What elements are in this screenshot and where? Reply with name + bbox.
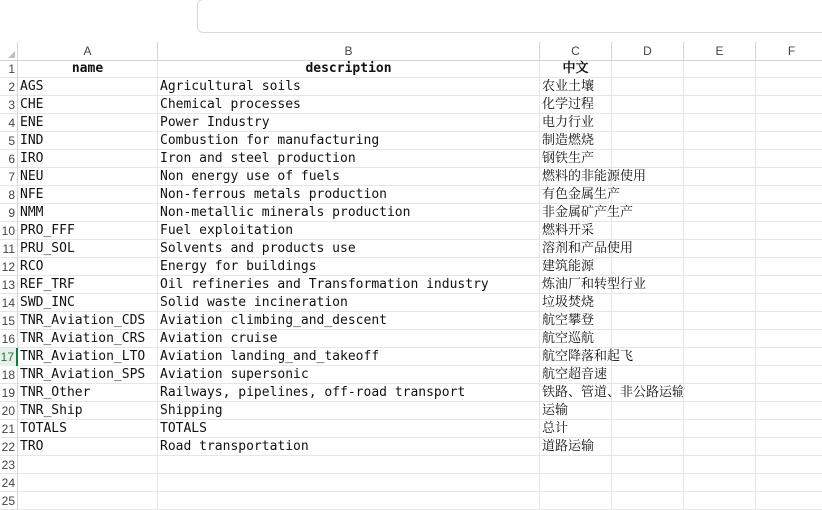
cell[interactable] <box>684 366 756 384</box>
cell[interactable] <box>684 204 756 222</box>
table-row[interactable] <box>0 240 822 258</box>
cell-chinese[interactable]: 铁路、管道、非公路运输 <box>542 385 686 400</box>
cell-code[interactable]: TNR_Aviation_LTO <box>18 348 158 366</box>
column-header-a[interactable]: A <box>18 42 158 60</box>
cell-description[interactable]: Power Industry <box>158 114 540 132</box>
cell-description[interactable]: Agricultural soils <box>158 78 540 96</box>
row-header[interactable]: 19 <box>0 384 18 402</box>
column-header-b[interactable]: B <box>158 42 540 60</box>
row-header[interactable]: 6 <box>0 150 18 168</box>
row-header[interactable]: 14 <box>0 294 18 312</box>
cell[interactable] <box>612 240 684 258</box>
cell-code[interactable]: ENE <box>18 114 158 132</box>
cell[interactable] <box>756 186 822 204</box>
cell[interactable] <box>612 402 684 420</box>
row-header[interactable]: 9 <box>0 204 18 222</box>
cell-description[interactable]: Non energy use of fuels <box>158 168 540 186</box>
cell[interactable] <box>684 456 756 474</box>
cell-code[interactable]: NFE <box>18 186 158 204</box>
cell-description[interactable]: Iron and steel production <box>158 150 540 168</box>
cell[interactable] <box>756 330 822 348</box>
cell[interactable] <box>18 474 158 492</box>
cell[interactable] <box>612 366 684 384</box>
row-header[interactable]: 12 <box>0 258 18 276</box>
table-row[interactable] <box>0 330 822 348</box>
cell[interactable] <box>756 456 822 474</box>
table-row[interactable] <box>0 114 822 132</box>
cell[interactable] <box>756 258 822 276</box>
row-header[interactable]: 18 <box>0 366 18 384</box>
table-row[interactable] <box>0 474 822 492</box>
row-header[interactable]: 7 <box>0 168 18 186</box>
table-row[interactable] <box>0 132 822 150</box>
cell[interactable] <box>756 60 822 78</box>
cell[interactable] <box>756 240 822 258</box>
cell[interactable] <box>612 78 684 96</box>
table-row[interactable] <box>0 348 822 366</box>
cell-chinese[interactable]: 钢铁生产 <box>540 150 612 168</box>
cell[interactable] <box>684 348 756 366</box>
cell-code[interactable]: NEU <box>18 168 158 186</box>
cell-chinese[interactable]: 非金属矿产生产 <box>542 205 634 220</box>
cell[interactable] <box>756 204 822 222</box>
cell-code[interactable]: PRU_SOL <box>18 240 158 258</box>
cell[interactable] <box>684 60 756 78</box>
row-header[interactable]: 22 <box>0 438 18 456</box>
cell[interactable] <box>684 114 756 132</box>
cell[interactable] <box>684 150 756 168</box>
table-row[interactable] <box>0 276 822 294</box>
cell-chinese[interactable]: 总计 <box>540 420 612 438</box>
table-row[interactable] <box>0 168 822 186</box>
cell[interactable] <box>756 276 822 294</box>
cell[interactable] <box>612 420 684 438</box>
select-all-corner[interactable] <box>0 42 18 60</box>
cell[interactable] <box>684 168 756 186</box>
cell[interactable] <box>540 474 612 492</box>
cell[interactable] <box>684 258 756 276</box>
cell-chinese[interactable]: 航空巡航 <box>540 330 612 348</box>
cell-code[interactable]: IND <box>18 132 158 150</box>
cell[interactable] <box>756 348 822 366</box>
cell[interactable] <box>684 474 756 492</box>
cell[interactable] <box>756 312 822 330</box>
cell[interactable] <box>684 402 756 420</box>
header-cell-name[interactable]: name <box>18 60 158 78</box>
cell[interactable] <box>158 456 540 474</box>
cell[interactable] <box>756 96 822 114</box>
cell[interactable] <box>158 492 540 510</box>
cell-description[interactable]: Non-ferrous metals production <box>158 186 540 204</box>
cell[interactable] <box>612 384 684 402</box>
row-header[interactable]: 21 <box>0 420 18 438</box>
cell-chinese[interactable]: 农业土壤 <box>540 78 612 96</box>
cell[interactable] <box>612 312 684 330</box>
cell[interactable] <box>756 402 822 420</box>
table-row[interactable] <box>0 258 822 276</box>
cell[interactable] <box>684 492 756 510</box>
cell-code[interactable]: TNR_Other <box>18 384 158 402</box>
cell-chinese[interactable]: 航空攀登 <box>540 312 612 330</box>
cell-description[interactable]: Aviation supersonic <box>158 366 540 384</box>
cell[interactable] <box>756 150 822 168</box>
cell-description[interactable]: Fuel exploitation <box>158 222 540 240</box>
cell[interactable] <box>756 366 822 384</box>
cell[interactable] <box>684 384 756 402</box>
cell[interactable] <box>612 492 684 510</box>
cell-description[interactable]: Solid waste incineration <box>158 294 540 312</box>
cell[interactable] <box>540 456 612 474</box>
cell[interactable] <box>756 168 822 186</box>
row-header[interactable]: 10 <box>0 222 18 240</box>
cell[interactable] <box>756 114 822 132</box>
cell-chinese[interactable]: 垃圾焚烧 <box>540 294 612 312</box>
cell[interactable] <box>612 222 684 240</box>
cell-chinese[interactable]: 航空降落和起飞 <box>542 349 634 364</box>
cell[interactable] <box>756 78 822 96</box>
table-row[interactable] <box>0 438 822 456</box>
cell-code[interactable]: TRO <box>18 438 158 456</box>
row-header[interactable]: 2 <box>0 78 18 96</box>
row-header[interactable]: 25 <box>0 492 18 510</box>
cell[interactable] <box>612 276 684 294</box>
table-row[interactable] <box>0 456 822 474</box>
cell-chinese[interactable]: 燃料开采 <box>540 222 612 240</box>
cell-chinese[interactable]: 炼油厂和转型行业 <box>542 277 647 292</box>
cell-description[interactable]: Road transportation <box>158 438 540 456</box>
cell-chinese[interactable]: 化学过程 <box>540 96 612 114</box>
cell[interactable] <box>684 438 756 456</box>
cell-description[interactable]: Aviation climbing_and_descent <box>158 312 540 330</box>
cell[interactable] <box>612 474 684 492</box>
cell-description[interactable]: Railways, pipelines, off-road transport <box>158 384 540 402</box>
cell[interactable] <box>756 438 822 456</box>
cell-chinese[interactable]: 电力行业 <box>540 114 612 132</box>
cell[interactable] <box>612 168 684 186</box>
cell-code[interactable]: TOTALS <box>18 420 158 438</box>
cell-code[interactable]: PRO_FFF <box>18 222 158 240</box>
cell[interactable] <box>612 132 684 150</box>
cell-chinese[interactable]: 运输 <box>540 402 612 420</box>
header-cell-zh[interactable]: 中文 <box>540 60 612 78</box>
cell-chinese[interactable]: 燃料的非能源使用 <box>542 169 647 184</box>
cell[interactable] <box>18 492 158 510</box>
formula-bar[interactable] <box>197 0 822 33</box>
cell[interactable] <box>684 132 756 150</box>
cell-code[interactable]: RCO <box>18 258 158 276</box>
cell[interactable] <box>684 420 756 438</box>
cell-description[interactable]: Combustion for manufacturing <box>158 132 540 150</box>
cell[interactable] <box>612 186 684 204</box>
cell-chinese[interactable]: 建筑能源 <box>540 258 612 276</box>
cell[interactable] <box>612 96 684 114</box>
cell-chinese[interactable]: 有色金属生产 <box>542 187 621 202</box>
cell-description[interactable]: TOTALS <box>158 420 540 438</box>
table-row[interactable] <box>0 312 822 330</box>
row-header[interactable]: 4 <box>0 114 18 132</box>
cell-code[interactable]: REF_TRF <box>18 276 158 294</box>
cell[interactable] <box>684 96 756 114</box>
cell-chinese[interactable]: 道路运输 <box>540 438 612 456</box>
spreadsheet-grid[interactable] <box>0 42 822 508</box>
cell[interactable] <box>684 276 756 294</box>
cell-code[interactable]: AGS <box>18 78 158 96</box>
cell[interactable] <box>756 474 822 492</box>
row-header[interactable]: 17 <box>0 348 18 366</box>
cell-description[interactable]: Solvents and products use <box>158 240 540 258</box>
row-header[interactable]: 23 <box>0 456 18 474</box>
table-row[interactable] <box>0 222 822 240</box>
row-header[interactable]: 15 <box>0 312 18 330</box>
cell[interactable] <box>612 438 684 456</box>
cell[interactable] <box>756 132 822 150</box>
cell-code[interactable]: TNR_Ship <box>18 402 158 420</box>
cell[interactable] <box>612 60 684 78</box>
cell[interactable] <box>158 474 540 492</box>
table-row[interactable] <box>0 492 822 510</box>
cell[interactable] <box>684 78 756 96</box>
table-row[interactable] <box>0 150 822 168</box>
cell[interactable] <box>612 258 684 276</box>
cell-chinese[interactable]: 制造燃烧 <box>540 132 612 150</box>
cell[interactable] <box>612 456 684 474</box>
row-header[interactable]: 8 <box>0 186 18 204</box>
cell-code[interactable]: TNR_Aviation_CDS <box>18 312 158 330</box>
cell[interactable] <box>684 186 756 204</box>
cell[interactable] <box>756 294 822 312</box>
column-header-e[interactable]: E <box>684 42 756 60</box>
table-row[interactable] <box>0 96 822 114</box>
column-header-f[interactable]: F <box>756 42 822 60</box>
cell[interactable] <box>684 240 756 258</box>
row-header[interactable]: 3 <box>0 96 18 114</box>
row-header[interactable]: 24 <box>0 474 18 492</box>
row-header[interactable]: 20 <box>0 402 18 420</box>
cell-description[interactable]: Non-metallic minerals production <box>158 204 540 222</box>
cell[interactable] <box>756 222 822 240</box>
table-row[interactable] <box>0 402 822 420</box>
cell-code[interactable]: IRO <box>18 150 158 168</box>
table-row[interactable] <box>0 204 822 222</box>
row-header[interactable]: 13 <box>0 276 18 294</box>
cell[interactable] <box>756 384 822 402</box>
cell[interactable] <box>18 456 158 474</box>
cell[interactable] <box>612 330 684 348</box>
row-header[interactable]: 16 <box>0 330 18 348</box>
cell[interactable] <box>612 294 684 312</box>
cell[interactable] <box>612 114 684 132</box>
cell[interactable] <box>684 330 756 348</box>
cell-code[interactable]: CHE <box>18 96 158 114</box>
column-header-c[interactable]: C <box>540 42 612 60</box>
cell[interactable] <box>612 348 684 366</box>
cell[interactable] <box>612 204 684 222</box>
row-header[interactable]: 5 <box>0 132 18 150</box>
cell-description[interactable]: Aviation landing_and_takeoff <box>158 348 540 366</box>
table-row[interactable] <box>0 384 822 402</box>
cell[interactable] <box>540 492 612 510</box>
cell[interactable] <box>756 420 822 438</box>
row-header[interactable]: 1 <box>0 60 18 78</box>
cell-description[interactable]: Shipping <box>158 402 540 420</box>
cell-description[interactable]: Aviation cruise <box>158 330 540 348</box>
table-row[interactable] <box>0 420 822 438</box>
table-row[interactable] <box>0 186 822 204</box>
cell-code[interactable]: SWD_INC <box>18 294 158 312</box>
cell-code[interactable]: TNR_Aviation_SPS <box>18 366 158 384</box>
cell-code[interactable]: TNR_Aviation_CRS <box>18 330 158 348</box>
cell-description[interactable]: Chemical processes <box>158 96 540 114</box>
cell[interactable] <box>612 150 684 168</box>
toolbar-area <box>0 0 822 42</box>
cell-chinese[interactable]: 溶剂和产品使用 <box>542 241 634 256</box>
cell-code[interactable]: NMM <box>18 204 158 222</box>
table-row[interactable] <box>0 60 822 78</box>
cell-description[interactable]: Energy for buildings <box>158 258 540 276</box>
header-cell-description[interactable]: description <box>158 60 540 78</box>
table-row[interactable] <box>0 78 822 96</box>
cell-chinese[interactable]: 航空超音速 <box>540 366 612 384</box>
table-row[interactable] <box>0 366 822 384</box>
cell[interactable] <box>684 294 756 312</box>
column-headers <box>0 42 822 61</box>
cell[interactable] <box>756 492 822 510</box>
cell[interactable] <box>684 222 756 240</box>
row-header[interactable]: 11 <box>0 240 18 258</box>
table-row[interactable] <box>0 294 822 312</box>
cell-description[interactable]: Oil refineries and Transformation industry <box>158 276 540 294</box>
column-header-d[interactable]: D <box>612 42 684 60</box>
cell[interactable] <box>684 312 756 330</box>
